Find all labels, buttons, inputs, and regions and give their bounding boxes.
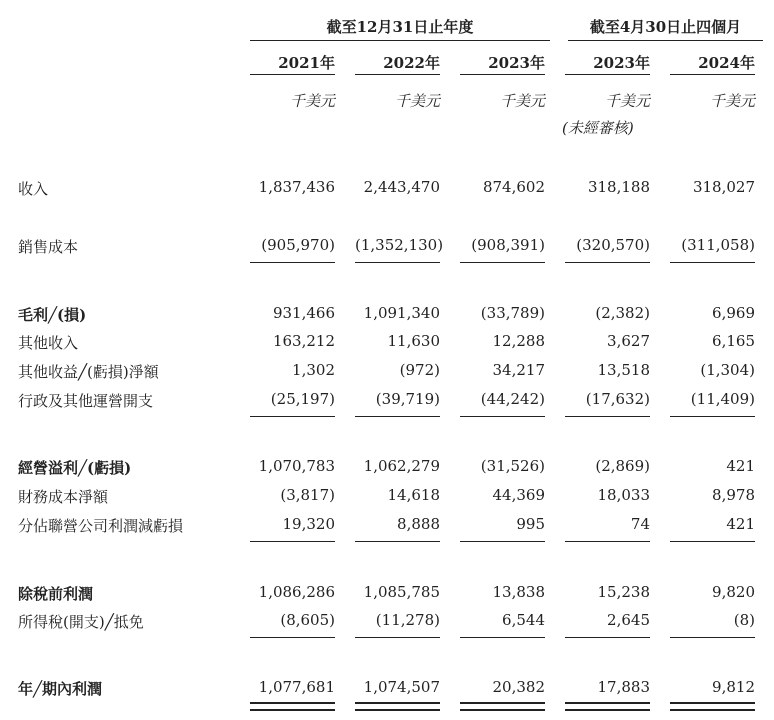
row-label-share-of-associates: 分佔聯營公司利潤減虧損 bbox=[18, 517, 184, 535]
cell: 1,062,279 bbox=[363, 457, 440, 475]
subtotal-rule bbox=[460, 262, 545, 263]
cell: 15,238 bbox=[597, 583, 650, 601]
cell: 1,091,340 bbox=[363, 304, 440, 322]
subtotal-rule bbox=[565, 637, 650, 638]
cell: (11,278) bbox=[375, 611, 440, 629]
row-label-gross-profit: 毛利╱(損) bbox=[18, 306, 87, 324]
cell: (8) bbox=[733, 611, 755, 629]
year-header: 2023年 bbox=[593, 54, 650, 72]
subtotal-rule bbox=[460, 416, 545, 417]
row-label-other-income: 其他收入 bbox=[18, 334, 79, 352]
subtotal-rule bbox=[355, 262, 440, 263]
cell: (25,197) bbox=[270, 390, 335, 408]
row-label-revenue: 收入 bbox=[18, 180, 49, 198]
unit-label: 千美元 bbox=[709, 92, 755, 110]
cell: (1,352,130) bbox=[355, 236, 444, 254]
cell: (31,526) bbox=[480, 457, 545, 475]
cell: 421 bbox=[726, 515, 755, 533]
cell: 931,466 bbox=[272, 304, 335, 322]
cell: 1,085,785 bbox=[363, 583, 440, 601]
subtotal-rule bbox=[670, 262, 755, 263]
subtotal-rule bbox=[460, 637, 545, 638]
year-header: 2021年 bbox=[278, 54, 335, 72]
cell: 9,812 bbox=[712, 678, 755, 696]
cell: 17,883 bbox=[597, 678, 650, 696]
cell: (908,391) bbox=[471, 236, 545, 254]
cell: 874,602 bbox=[482, 178, 545, 196]
cell: 13,518 bbox=[597, 361, 650, 379]
subtotal-rule bbox=[355, 637, 440, 638]
group-header-rule bbox=[250, 40, 550, 41]
cell: 20,382 bbox=[492, 678, 545, 696]
cell: (17,632) bbox=[585, 390, 650, 408]
cell: (905,970) bbox=[261, 236, 335, 254]
cell: 8,888 bbox=[397, 515, 440, 533]
subtotal-rule bbox=[565, 416, 650, 417]
row-label-finance-costs: 財務成本淨額 bbox=[18, 488, 109, 506]
row-label-admin-expenses: 行政及其他運營開支 bbox=[18, 392, 154, 410]
cell: 318,188 bbox=[587, 178, 650, 196]
subtotal-rule bbox=[565, 262, 650, 263]
cell: (3,817) bbox=[280, 486, 335, 504]
subtotal-rule bbox=[565, 541, 650, 542]
subtotal-rule bbox=[670, 541, 755, 542]
row-label-other-gains: 其他收益╱(虧損)淨額 bbox=[18, 363, 159, 381]
cell: 1,070,783 bbox=[258, 457, 335, 475]
cell: (972) bbox=[399, 361, 440, 379]
cell: (2,869) bbox=[595, 457, 650, 475]
subtotal-rule bbox=[250, 262, 335, 263]
year-header: 2024年 bbox=[698, 54, 755, 72]
subtotal-rule bbox=[355, 541, 440, 542]
cell: 74 bbox=[630, 515, 650, 533]
cell: (320,570) bbox=[576, 236, 650, 254]
cell: 6,544 bbox=[502, 611, 545, 629]
cell: (311,058) bbox=[681, 236, 755, 254]
total-double-rule bbox=[460, 702, 545, 711]
subtotal-rule bbox=[670, 637, 755, 638]
cell: 163,212 bbox=[272, 332, 335, 350]
row-label-profit-for-period: 年╱期內利潤 bbox=[18, 680, 103, 698]
cell: 1,837,436 bbox=[258, 178, 335, 196]
cell: 1,074,507 bbox=[363, 678, 440, 696]
subtotal-rule bbox=[670, 416, 755, 417]
subtotal-rule bbox=[250, 637, 335, 638]
row-label-income-tax: 所得稅(開支)╱抵免 bbox=[18, 613, 144, 631]
cell: 995 bbox=[516, 515, 545, 533]
year-header-rule bbox=[355, 74, 440, 75]
cell: 421 bbox=[726, 457, 755, 475]
cell: 1,077,681 bbox=[258, 678, 335, 696]
cell: 14,618 bbox=[387, 486, 440, 504]
row-label-profit-before-tax: 除稅前利潤 bbox=[18, 585, 94, 603]
cell: (1,304) bbox=[700, 361, 755, 379]
cell: (11,409) bbox=[690, 390, 755, 408]
unit-label: 千美元 bbox=[289, 92, 335, 110]
unit-label: 千美元 bbox=[499, 92, 545, 110]
cell: (39,719) bbox=[375, 390, 440, 408]
group-header-rule bbox=[568, 40, 763, 41]
row-label-cost-of-sales: 銷售成本 bbox=[18, 238, 79, 256]
group-header-four-months: 截至4月30日止四個月 bbox=[589, 18, 742, 36]
year-header-rule bbox=[565, 74, 650, 75]
total-double-rule bbox=[355, 702, 440, 711]
cell: 6,969 bbox=[712, 304, 755, 322]
total-double-rule bbox=[565, 702, 650, 711]
subtotal-rule bbox=[250, 541, 335, 542]
cell: (44,242) bbox=[480, 390, 545, 408]
subtotal-rule bbox=[460, 541, 545, 542]
cell: 13,838 bbox=[492, 583, 545, 601]
total-double-rule bbox=[250, 702, 335, 711]
subtotal-rule bbox=[355, 416, 440, 417]
cell: 1,086,286 bbox=[258, 583, 335, 601]
cell: 8,978 bbox=[712, 486, 755, 504]
subtotal-rule bbox=[250, 416, 335, 417]
year-header-rule bbox=[460, 74, 545, 75]
cell: (8,605) bbox=[280, 611, 335, 629]
cell: 1,302 bbox=[292, 361, 335, 379]
cell: (2,382) bbox=[595, 304, 650, 322]
cell: (33,789) bbox=[480, 304, 545, 322]
row-label-operating-profit: 經營溢利╱(虧損) bbox=[18, 459, 132, 477]
cell: 318,027 bbox=[692, 178, 755, 196]
year-header: 2023年 bbox=[488, 54, 545, 72]
year-header: 2022年 bbox=[383, 54, 440, 72]
cell: 34,217 bbox=[492, 361, 545, 379]
cell: 3,627 bbox=[607, 332, 650, 350]
cell: 6,165 bbox=[712, 332, 755, 350]
group-header-year-end: 截至12月31日止年度 bbox=[326, 18, 474, 36]
cell: 18,033 bbox=[597, 486, 650, 504]
year-header-rule bbox=[670, 74, 755, 75]
year-header-rule bbox=[250, 74, 335, 75]
cell: 2,443,470 bbox=[363, 178, 440, 196]
cell: 44,369 bbox=[492, 486, 545, 504]
cell: 9,820 bbox=[712, 583, 755, 601]
unit-label: 千美元 bbox=[394, 92, 440, 110]
unaudited-note: (未經審核) bbox=[562, 119, 634, 137]
cell: 2,645 bbox=[607, 611, 650, 629]
cell: 19,320 bbox=[282, 515, 335, 533]
total-double-rule bbox=[670, 702, 755, 711]
unit-label: 千美元 bbox=[604, 92, 650, 110]
cell: 12,288 bbox=[492, 332, 545, 350]
cell: 11,630 bbox=[387, 332, 440, 350]
